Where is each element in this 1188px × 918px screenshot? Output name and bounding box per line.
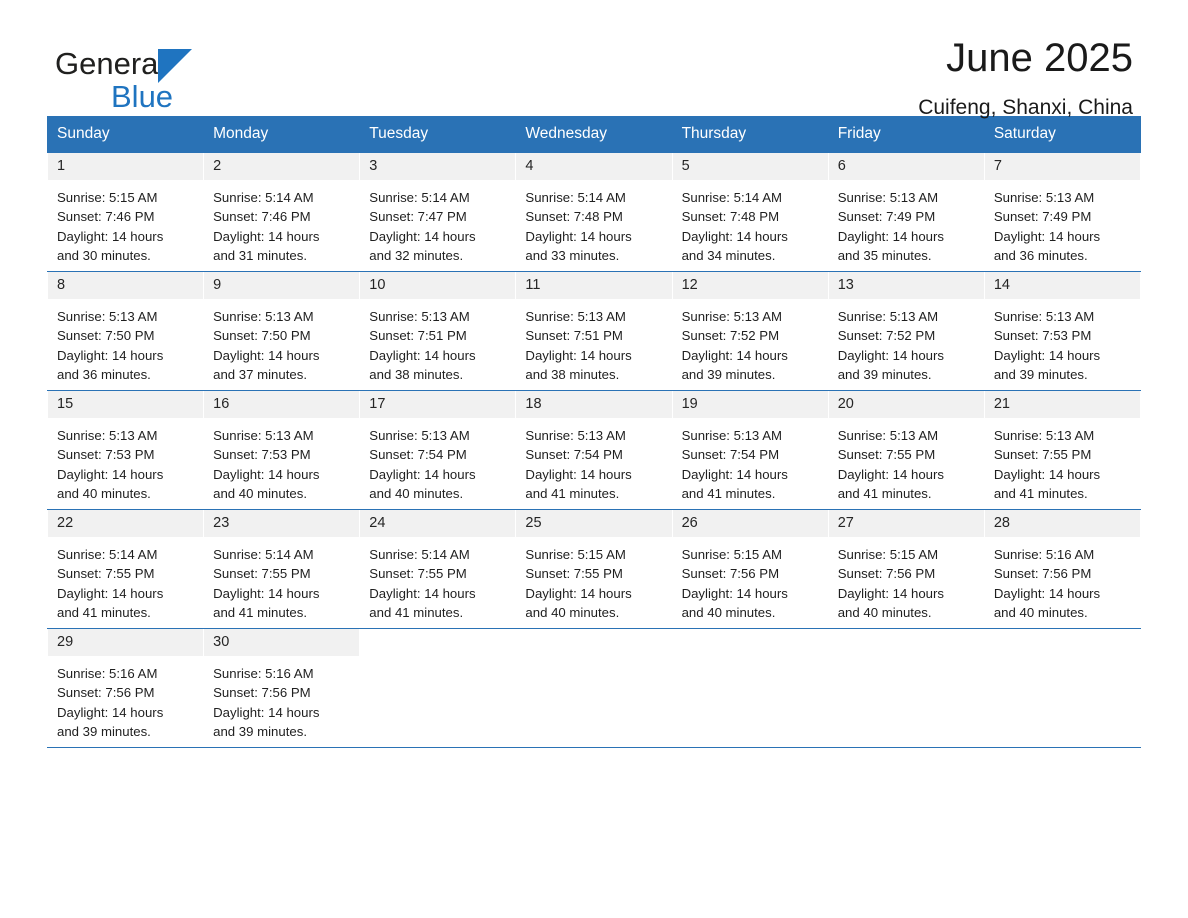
- day-daylight1-text: Daylight: 14 hours: [213, 585, 320, 601]
- day-sunset-text: Sunset: 7:53 PM: [213, 447, 311, 463]
- day-daylight2-text: and 39 minutes.: [681, 367, 776, 383]
- day-number: 16: [204, 391, 359, 418]
- day-info: [204, 537, 359, 623]
- day-sunrise-text: Sunrise: 5:13 AM: [993, 189, 1095, 205]
- day-info: [204, 299, 359, 385]
- calendar-table: [47, 116, 1141, 748]
- day-daylight1-text: Daylight: 14 hours: [57, 347, 164, 363]
- day-number: 23: [204, 510, 359, 537]
- day-daylight1-text: Daylight: 14 hours: [57, 704, 164, 720]
- day-daylight2-text: and 33 minutes.: [525, 248, 620, 264]
- day-daylight1-text: Daylight: 14 hours: [525, 347, 632, 363]
- calendar-day-cell[interactable]: [360, 272, 516, 391]
- calendar-week-row: [48, 510, 1141, 629]
- weekday-header-tuesday: Tuesday: [360, 117, 516, 153]
- day-sunrise-text: Sunrise: 5:14 AM: [369, 189, 470, 205]
- day-daylight1-text: Daylight: 14 hours: [993, 347, 1101, 363]
- day-sunrise-text: Sunrise: 5:13 AM: [837, 189, 939, 205]
- day-number: 29: [48, 629, 203, 656]
- calendar-day-cell[interactable]: [204, 510, 360, 629]
- day-daylight1-text: Daylight: 14 hours: [993, 585, 1101, 601]
- day-daylight2-text: and 38 minutes.: [369, 367, 464, 383]
- day-daylight2-text: and 32 minutes.: [369, 248, 464, 264]
- day-daylight2-text: and 39 minutes.: [837, 367, 932, 383]
- day-sunset-text: Sunset: 7:54 PM: [525, 447, 623, 463]
- day-sunset-text: Sunset: 7:51 PM: [369, 328, 467, 344]
- weekday-header-wednesday: Wednesday: [516, 117, 672, 153]
- day-daylight1-text: Daylight: 14 hours: [213, 228, 320, 244]
- day-sunset-text: Sunset: 7:46 PM: [57, 209, 155, 225]
- day-daylight2-text: and 40 minutes.: [369, 486, 464, 502]
- title-block: [918, 36, 1133, 120]
- day-sunrise-text: Sunrise: 5:13 AM: [993, 308, 1095, 324]
- location-subtitle: Cuifeng, Shanxi, China: [918, 96, 1133, 119]
- day-sunset-text: Sunset: 7:48 PM: [525, 209, 623, 225]
- day-sunrise-text: Sunrise: 5:13 AM: [525, 427, 626, 443]
- day-daylight2-text: and 39 minutes.: [213, 724, 307, 740]
- day-sunrise-text: Sunrise: 5:13 AM: [369, 308, 470, 324]
- calendar-cell-empty: [672, 629, 828, 748]
- day-daylight2-text: and 30 minutes.: [57, 248, 151, 264]
- day-sunset-text: Sunset: 7:55 PM: [213, 566, 311, 582]
- day-info: [829, 299, 984, 385]
- day-info: [985, 180, 1140, 266]
- day-info: [516, 418, 671, 504]
- day-daylight2-text: and 31 minutes.: [213, 248, 307, 264]
- day-sunrise-text: Sunrise: 5:13 AM: [993, 427, 1095, 443]
- day-sunrise-text: Sunrise: 5:13 AM: [681, 308, 782, 324]
- day-daylight2-text: and 40 minutes.: [837, 605, 932, 621]
- day-sunset-text: Sunset: 7:52 PM: [681, 328, 780, 344]
- calendar-day-cell[interactable]: [48, 629, 204, 748]
- day-info: [204, 180, 359, 266]
- day-sunset-text: Sunset: 7:55 PM: [525, 566, 623, 582]
- calendar-day-cell[interactable]: [672, 272, 828, 391]
- calendar-day-cell[interactable]: [516, 391, 672, 510]
- day-daylight2-text: and 34 minutes.: [681, 248, 776, 264]
- day-info: [516, 299, 671, 385]
- day-number: 21: [985, 391, 1140, 418]
- day-sunrise-text: Sunrise: 5:13 AM: [681, 427, 782, 443]
- day-sunset-text: Sunset: 7:56 PM: [993, 566, 1092, 582]
- day-info: [829, 418, 984, 504]
- calendar-body: [48, 153, 1141, 748]
- day-daylight1-text: Daylight: 14 hours: [681, 228, 788, 244]
- day-sunset-text: Sunset: 7:46 PM: [213, 209, 311, 225]
- day-daylight1-text: Daylight: 14 hours: [57, 585, 164, 601]
- calendar-day-cell[interactable]: [984, 272, 1140, 391]
- day-daylight1-text: Daylight: 14 hours: [837, 466, 944, 482]
- day-info: [829, 180, 984, 266]
- calendar-day-cell[interactable]: [516, 510, 672, 629]
- day-daylight2-text: and 40 minutes.: [993, 605, 1088, 621]
- calendar-cell-empty: [984, 629, 1140, 748]
- logo-triangle-icon: [158, 49, 192, 83]
- day-sunrise-text: Sunrise: 5:13 AM: [525, 308, 626, 324]
- day-info: [673, 537, 828, 623]
- day-daylight1-text: Daylight: 14 hours: [369, 466, 476, 482]
- day-sunrise-text: Sunrise: 5:16 AM: [993, 546, 1095, 562]
- calendar-day-cell[interactable]: [828, 510, 984, 629]
- day-sunrise-text: Sunrise: 5:13 AM: [57, 308, 158, 324]
- calendar-day-cell[interactable]: [672, 153, 828, 272]
- calendar-day-cell[interactable]: [48, 510, 204, 629]
- day-sunset-text: Sunset: 7:50 PM: [57, 328, 155, 344]
- weekday-header-sunday: Sunday: [48, 117, 204, 153]
- page-title: June 2025: [946, 36, 1133, 80]
- day-daylight2-text: and 41 minutes.: [681, 486, 776, 502]
- day-info: [516, 537, 671, 623]
- day-daylight1-text: Daylight: 14 hours: [681, 466, 788, 482]
- day-sunset-text: Sunset: 7:48 PM: [681, 209, 780, 225]
- day-sunset-text: Sunset: 7:54 PM: [369, 447, 467, 463]
- day-daylight2-text: and 41 minutes.: [57, 605, 151, 621]
- day-number: 3: [360, 153, 515, 180]
- day-daylight1-text: Daylight: 14 hours: [837, 347, 944, 363]
- logo-text-general: General: [55, 46, 166, 81]
- calendar-day-cell[interactable]: [984, 391, 1140, 510]
- calendar-day-cell[interactable]: [204, 272, 360, 391]
- day-daylight2-text: and 36 minutes.: [993, 248, 1088, 264]
- calendar-week-row: [48, 629, 1141, 748]
- day-daylight2-text: and 39 minutes.: [993, 367, 1088, 383]
- day-daylight2-text: and 37 minutes.: [213, 367, 307, 383]
- day-sunrise-text: Sunrise: 5:16 AM: [213, 665, 314, 681]
- calendar-day-cell[interactable]: [672, 510, 828, 629]
- day-daylight1-text: Daylight: 14 hours: [525, 585, 632, 601]
- day-daylight2-text: and 41 minutes.: [213, 605, 307, 621]
- day-daylight2-text: and 40 minutes.: [525, 605, 620, 621]
- day-info: [48, 537, 203, 623]
- day-number: 11: [516, 272, 671, 299]
- day-number: 22: [48, 510, 203, 537]
- day-sunrise-text: Sunrise: 5:16 AM: [57, 665, 158, 681]
- day-sunset-text: Sunset: 7:55 PM: [993, 447, 1092, 463]
- day-info: [48, 656, 203, 742]
- weekday-header-thursday: Thursday: [672, 117, 828, 153]
- day-sunset-text: Sunset: 7:56 PM: [681, 566, 780, 582]
- day-daylight2-text: and 36 minutes.: [57, 367, 151, 383]
- day-number: 14: [985, 272, 1140, 299]
- day-info: [673, 180, 828, 266]
- day-info: [48, 299, 203, 385]
- day-sunset-text: Sunset: 7:56 PM: [837, 566, 936, 582]
- day-number: 13: [829, 272, 984, 299]
- calendar-day-cell[interactable]: [48, 391, 204, 510]
- calendar-day-cell[interactable]: [672, 391, 828, 510]
- day-sunrise-text: Sunrise: 5:13 AM: [213, 427, 314, 443]
- day-sunset-text: Sunset: 7:56 PM: [57, 685, 155, 701]
- day-daylight1-text: Daylight: 14 hours: [837, 585, 944, 601]
- day-info: [985, 299, 1140, 385]
- day-sunrise-text: Sunrise: 5:13 AM: [369, 427, 470, 443]
- calendar-day-cell[interactable]: [48, 153, 204, 272]
- day-info: [48, 418, 203, 504]
- day-daylight2-text: and 35 minutes.: [837, 248, 932, 264]
- calendar-week-row: [48, 153, 1141, 272]
- day-daylight2-text: and 41 minutes.: [993, 486, 1088, 502]
- day-daylight1-text: Daylight: 14 hours: [993, 466, 1101, 482]
- day-daylight2-text: and 40 minutes.: [681, 605, 776, 621]
- weekday-header-friday: Friday: [828, 117, 984, 153]
- calendar-day-cell[interactable]: [984, 153, 1140, 272]
- day-number: 5: [673, 153, 828, 180]
- day-info: [360, 180, 515, 266]
- day-number: 17: [360, 391, 515, 418]
- day-sunrise-text: Sunrise: 5:14 AM: [681, 189, 782, 205]
- day-sunrise-text: Sunrise: 5:15 AM: [57, 189, 158, 205]
- day-daylight1-text: Daylight: 14 hours: [681, 347, 788, 363]
- calendar-header-row: [48, 117, 1141, 153]
- day-sunset-text: Sunset: 7:54 PM: [681, 447, 780, 463]
- day-number: 2: [204, 153, 359, 180]
- logo-text-blue: Blue: [111, 79, 174, 114]
- day-daylight1-text: Daylight: 14 hours: [681, 585, 788, 601]
- day-info: [360, 418, 515, 504]
- day-sunset-text: Sunset: 7:52 PM: [837, 328, 936, 344]
- day-daylight1-text: Daylight: 14 hours: [213, 347, 320, 363]
- day-number: 15: [48, 391, 203, 418]
- weekday-header-saturday: Saturday: [984, 117, 1140, 153]
- day-sunset-text: Sunset: 7:49 PM: [837, 209, 936, 225]
- day-info: [204, 656, 359, 742]
- day-info: [673, 418, 828, 504]
- day-sunrise-text: Sunrise: 5:14 AM: [213, 189, 314, 205]
- day-number: 27: [829, 510, 984, 537]
- calendar-day-cell[interactable]: [360, 510, 516, 629]
- day-number: 8: [48, 272, 203, 299]
- day-sunrise-text: Sunrise: 5:14 AM: [369, 546, 470, 562]
- day-sunset-text: Sunset: 7:47 PM: [369, 209, 467, 225]
- day-daylight1-text: Daylight: 14 hours: [57, 466, 164, 482]
- day-sunrise-text: Sunrise: 5:13 AM: [837, 427, 939, 443]
- day-info: [985, 418, 1140, 504]
- day-info: [48, 180, 203, 266]
- calendar-week-row: [48, 391, 1141, 510]
- day-daylight2-text: and 41 minutes.: [369, 605, 464, 621]
- calendar-day-cell[interactable]: [828, 272, 984, 391]
- calendar-day-cell[interactable]: [204, 629, 360, 748]
- day-number: 24: [360, 510, 515, 537]
- day-sunset-text: Sunset: 7:55 PM: [57, 566, 155, 582]
- day-daylight1-text: Daylight: 14 hours: [525, 228, 632, 244]
- day-number: 10: [360, 272, 515, 299]
- day-daylight2-text: and 41 minutes.: [837, 486, 932, 502]
- day-number: 6: [829, 153, 984, 180]
- day-sunset-text: Sunset: 7:49 PM: [993, 209, 1092, 225]
- day-daylight2-text: and 38 minutes.: [525, 367, 620, 383]
- day-sunset-text: Sunset: 7:50 PM: [213, 328, 311, 344]
- day-daylight2-text: and 41 minutes.: [525, 486, 620, 502]
- day-sunrise-text: Sunrise: 5:15 AM: [681, 546, 782, 562]
- day-sunrise-text: Sunrise: 5:15 AM: [525, 546, 626, 562]
- day-info: [829, 537, 984, 623]
- calendar-cell-empty: [828, 629, 984, 748]
- calendar-day-cell[interactable]: [828, 391, 984, 510]
- day-number: 20: [829, 391, 984, 418]
- day-number: 1: [48, 153, 203, 180]
- calendar-week-row: [48, 272, 1141, 391]
- calendar-day-cell[interactable]: [360, 391, 516, 510]
- day-sunrise-text: Sunrise: 5:13 AM: [57, 427, 158, 443]
- day-daylight1-text: Daylight: 14 hours: [369, 228, 476, 244]
- calendar-cell-empty: [360, 629, 516, 748]
- day-info: [516, 180, 671, 266]
- day-number: 25: [516, 510, 671, 537]
- day-daylight1-text: Daylight: 14 hours: [837, 228, 944, 244]
- day-sunset-text: Sunset: 7:53 PM: [57, 447, 155, 463]
- day-number: 18: [516, 391, 671, 418]
- calendar-day-cell[interactable]: [204, 391, 360, 510]
- day-daylight1-text: Daylight: 14 hours: [369, 585, 476, 601]
- day-info: [673, 299, 828, 385]
- day-info: [360, 537, 515, 623]
- day-daylight1-text: Daylight: 14 hours: [213, 704, 320, 720]
- day-daylight1-text: Daylight: 14 hours: [57, 228, 164, 244]
- calendar-day-cell[interactable]: [984, 510, 1140, 629]
- day-number: 4: [516, 153, 671, 180]
- calendar-day-cell[interactable]: [360, 153, 516, 272]
- calendar-day-cell[interactable]: [204, 153, 360, 272]
- day-number: 19: [673, 391, 828, 418]
- calendar-day-cell[interactable]: [516, 153, 672, 272]
- day-sunset-text: Sunset: 7:55 PM: [837, 447, 936, 463]
- day-daylight2-text: and 40 minutes.: [213, 486, 307, 502]
- day-daylight1-text: Daylight: 14 hours: [993, 228, 1101, 244]
- weekday-header-monday: Monday: [204, 117, 360, 153]
- calendar-day-cell[interactable]: [516, 272, 672, 391]
- day-sunset-text: Sunset: 7:55 PM: [369, 566, 467, 582]
- day-daylight2-text: and 39 minutes.: [57, 724, 151, 740]
- day-number: 7: [985, 153, 1140, 180]
- day-sunrise-text: Sunrise: 5:15 AM: [837, 546, 939, 562]
- general-blue-logo: [55, 48, 173, 112]
- day-sunrise-text: Sunrise: 5:14 AM: [57, 546, 158, 562]
- day-sunrise-text: Sunrise: 5:13 AM: [213, 308, 314, 324]
- page-header: [47, 0, 1141, 119]
- day-number: 28: [985, 510, 1140, 537]
- day-sunrise-text: Sunrise: 5:14 AM: [213, 546, 314, 562]
- day-daylight1-text: Daylight: 14 hours: [213, 466, 320, 482]
- calendar-day-cell[interactable]: [828, 153, 984, 272]
- day-sunset-text: Sunset: 7:53 PM: [993, 328, 1092, 344]
- day-info: [985, 537, 1140, 623]
- day-sunset-text: Sunset: 7:51 PM: [525, 328, 623, 344]
- day-daylight1-text: Daylight: 14 hours: [369, 347, 476, 363]
- day-number: 9: [204, 272, 359, 299]
- day-number: 30: [204, 629, 359, 656]
- day-daylight1-text: Daylight: 14 hours: [525, 466, 632, 482]
- calendar-cell-empty: [516, 629, 672, 748]
- day-daylight2-text: and 40 minutes.: [57, 486, 151, 502]
- day-number: 12: [673, 272, 828, 299]
- day-info: [360, 299, 515, 385]
- day-sunrise-text: Sunrise: 5:13 AM: [837, 308, 939, 324]
- calendar-day-cell[interactable]: [48, 272, 204, 391]
- day-sunrise-text: Sunrise: 5:14 AM: [525, 189, 626, 205]
- day-number: 26: [673, 510, 828, 537]
- day-info: [204, 418, 359, 504]
- day-sunset-text: Sunset: 7:56 PM: [213, 685, 311, 701]
